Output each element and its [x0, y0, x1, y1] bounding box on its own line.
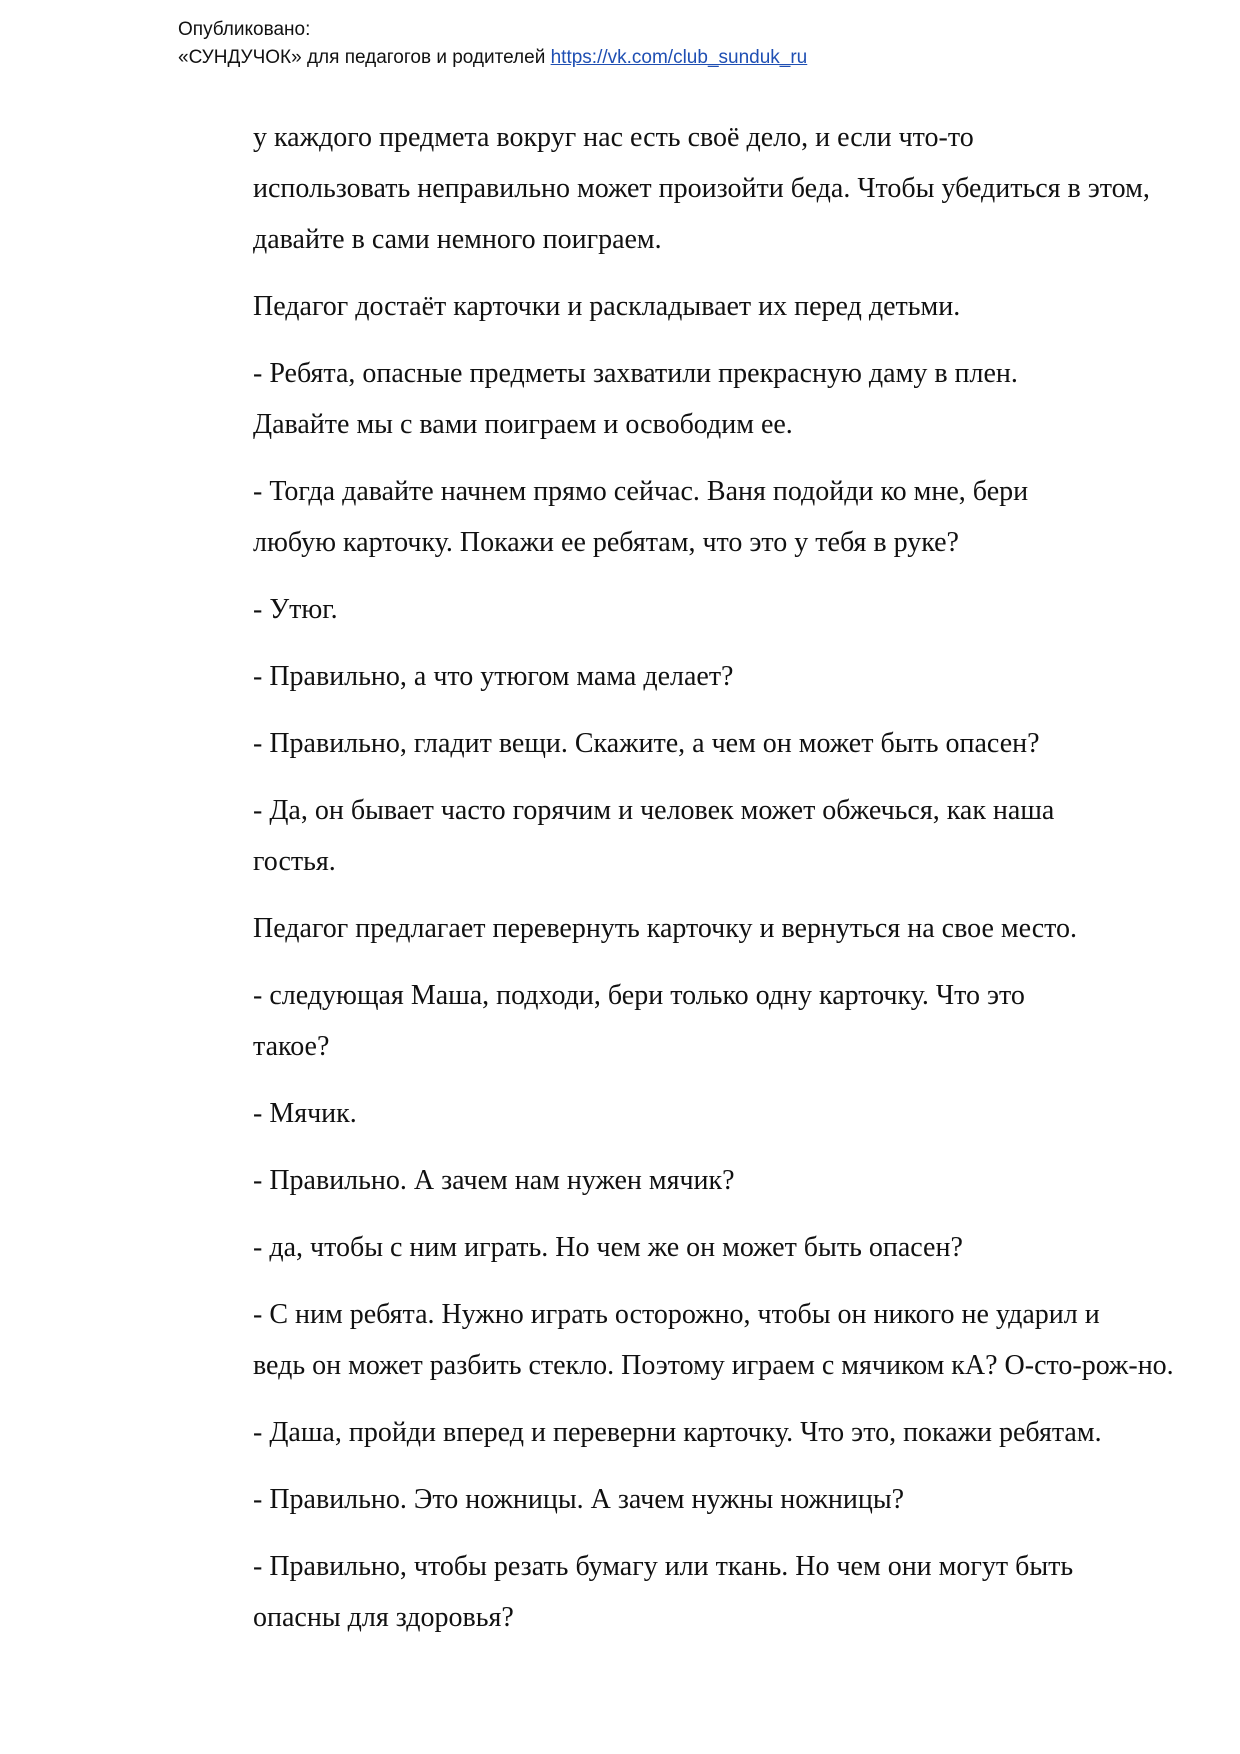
paragraph: [178, 1088, 1158, 1139]
text-line: - Утюг.: [253, 594, 338, 625]
text-line: - Даша, пройди вперед и переверни карточку. Что это, покажи ребятам.: [253, 1417, 1102, 1448]
text-line: использовать неправильно может произойти беда. Чтобы убедиться в этом,: [253, 173, 1150, 204]
publisher-line: [178, 44, 807, 72]
text-line: - Ребята, опасные предметы захватили прекрасную даму в плен.: [253, 358, 1018, 389]
paragraph: [178, 1407, 1158, 1458]
paragraph: [178, 466, 1158, 568]
paragraph: [178, 651, 1158, 702]
text-line: - Мячик.: [253, 1098, 357, 1129]
text-line: у каждого предмета вокруг нас есть своё дело, и если что-то: [253, 122, 974, 153]
text-line: - следующая Маша, подходи, бери только одну карточку. Что это: [253, 980, 1025, 1011]
paragraph: [178, 1474, 1158, 1525]
text-line: Давайте мы с вами поиграем и освободим ее.: [253, 409, 793, 440]
publisher-text: «СУНДУЧОК» для педагогов и родителей: [178, 47, 551, 68]
text-line: такое?: [253, 1031, 330, 1062]
text-line: любую карточку. Покажи ее ребятам, что это у тебя в руке?: [253, 527, 959, 558]
paragraph: [178, 970, 1158, 1072]
paragraph: [178, 1155, 1158, 1206]
paragraph: [178, 584, 1158, 635]
text-line: - Правильно, чтобы резать бумагу или ткань. Но чем они могут быть: [253, 1551, 1074, 1582]
paragraph: [178, 348, 1158, 450]
paragraph: [178, 785, 1158, 887]
text-line: - Правильно, гладит вещи. Скажите, а чем он может быть опасен?: [253, 728, 1040, 759]
page-header: [178, 16, 807, 72]
paragraph: [178, 1541, 1158, 1643]
text-line: ведь он может разбить стекло. Поэтому играем с мячиком кА? О-сто-рож-но.: [253, 1350, 1174, 1381]
publisher-link[interactable]: https://vk.com/club_sunduk_ru: [550, 47, 808, 68]
paragraph: [178, 1222, 1158, 1273]
text-line: - Тогда давайте начнем прямо сейчас. Ваня подойди ко мне, бери: [253, 476, 1029, 507]
text-line: давайте в сами немного поиграем.: [253, 224, 662, 255]
text-line: - С ним ребята. Нужно играть осторожно, чтобы он никого не ударил и: [253, 1299, 1100, 1330]
published-label: Опубликовано:: [178, 19, 311, 40]
text-line: гостья.: [253, 846, 336, 877]
text-line: опасны для здоровья?: [253, 1602, 514, 1633]
text-line: Педагог достаёт карточки и раскладывает их перед детьми.: [253, 291, 961, 322]
text-line: - Да, он бывает часто горячим и человек может обжечься, как наша: [253, 795, 1055, 826]
paragraph: [178, 903, 1158, 954]
document-body: [178, 112, 1174, 1659]
paragraph: [178, 281, 1158, 332]
paragraph: [178, 112, 1158, 265]
paragraph: [178, 1289, 1174, 1391]
text-line: - Правильно. А зачем нам нужен мячик?: [253, 1165, 735, 1196]
text-line: - да, чтобы с ним играть. Но чем же он может быть опасен?: [253, 1232, 963, 1263]
text-line: - Правильно. Это ножницы. А зачем нужны ножницы?: [253, 1484, 905, 1515]
paragraph: [178, 718, 1158, 769]
text-line: - Правильно, а что утюгом мама делает?: [253, 661, 734, 692]
text-line: Педагог предлагает перевернуть карточку и вернуться на свое место.: [253, 913, 1078, 944]
